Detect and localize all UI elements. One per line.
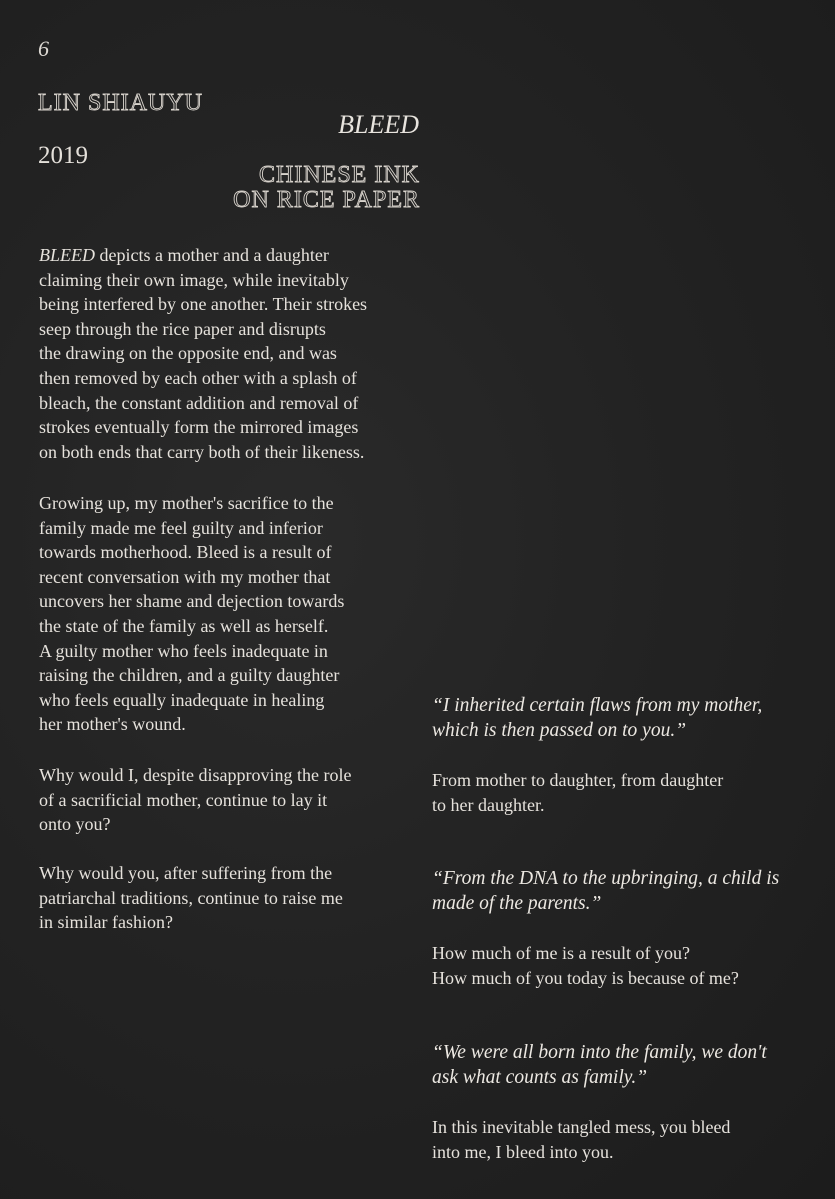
paragraph-line: on both ends that carry both of their likeness. (39, 441, 365, 462)
quote-line: “From the DNA to the upbringing, a child is (432, 868, 780, 889)
response-line: In this inevitable tangled mess, you bleed (432, 1117, 731, 1137)
statement-paragraph (39, 491, 429, 737)
paragraph-line: claiming their own image, while inevitably (39, 269, 349, 290)
medium-line: CHINESE INK (259, 162, 420, 188)
response-line: into me, I bleed into you. (432, 1141, 614, 1162)
paragraph-line: A guilty mother who feels inadequate in (39, 640, 328, 661)
paragraph-line: the drawing on the opposite end, and was (39, 343, 337, 364)
paragraph-line: of a sacrificial mother, continue to lay it (39, 789, 328, 810)
paragraph-line: in similar fashion? (39, 912, 173, 933)
quote (432, 1040, 817, 1090)
quote-line: ask what counts as family.” (432, 1067, 648, 1088)
quote (432, 693, 817, 743)
paragraph-line (39, 243, 429, 268)
response-line: How much of me is a result of you? (432, 943, 690, 963)
title-reference: BLEED (39, 245, 95, 265)
paragraph-line: family made me feel guilty and inferior (39, 517, 323, 538)
quote (432, 866, 817, 916)
question-paragraph (39, 861, 429, 935)
quote-line: made of the parents.” (432, 893, 602, 914)
artwork-title: BLEED (338, 110, 419, 139)
paragraph-line: recent conversation with my mother that (39, 566, 331, 587)
quote-line: “We were all born into the family, we don't (432, 1042, 767, 1063)
quote-line: “I inherited certain flaws from my mother, (432, 695, 763, 716)
paragraph-line: Why would I, despite disapproving the role (39, 765, 352, 785)
paragraph-line: strokes eventually form the mirrored images (39, 417, 359, 438)
paragraph-line: raising the children, and a guilty daughter (39, 665, 340, 686)
quote-response (432, 1115, 817, 1164)
paragraph-line: onto you? (39, 814, 111, 835)
paragraph-line: Growing up, my mother's sacrifice to the (39, 493, 334, 513)
description-paragraph (39, 243, 429, 464)
response-line: From mother to daughter, from daughter (432, 770, 724, 790)
paragraph-line: then removed by each other with a splash of (39, 367, 357, 388)
paragraph-text: depicts a mother and a daughter (95, 245, 329, 265)
paragraph-line: patriarchal traditions, continue to raise me (39, 887, 343, 908)
artist-name: LIN SHIAUYU (38, 90, 203, 116)
paragraph-line: towards motherhood. Bleed is a result of (39, 542, 332, 563)
paragraph-line: being interfered by one another. Their strokes (39, 294, 368, 315)
quote-response (432, 941, 817, 990)
quote-line: which is then passed on to you.” (432, 720, 687, 741)
response-line: How much of you today is because of me? (432, 967, 739, 988)
question-paragraph (39, 763, 429, 837)
paragraph-line: uncovers her shame and dejection towards (39, 591, 345, 612)
quote-response (432, 768, 817, 817)
response-line: to her daughter. (432, 794, 545, 815)
artwork-year: 2019 (38, 142, 88, 169)
page-number: 6 (38, 36, 49, 61)
paragraph-line: seep through the rice paper and disrupts (39, 318, 326, 339)
medium-line: ON RICE PAPER (233, 187, 420, 213)
artwork-medium (233, 163, 420, 213)
paragraph-line: Why would you, after suffering from the (39, 863, 333, 883)
paragraph-line: bleach, the constant addition and removal of (39, 392, 359, 413)
paragraph-line: the state of the family as well as herself. (39, 615, 329, 636)
paragraph-line: her mother's wound. (39, 714, 186, 735)
paragraph-line: who feels equally inadequate in healing (39, 689, 325, 710)
